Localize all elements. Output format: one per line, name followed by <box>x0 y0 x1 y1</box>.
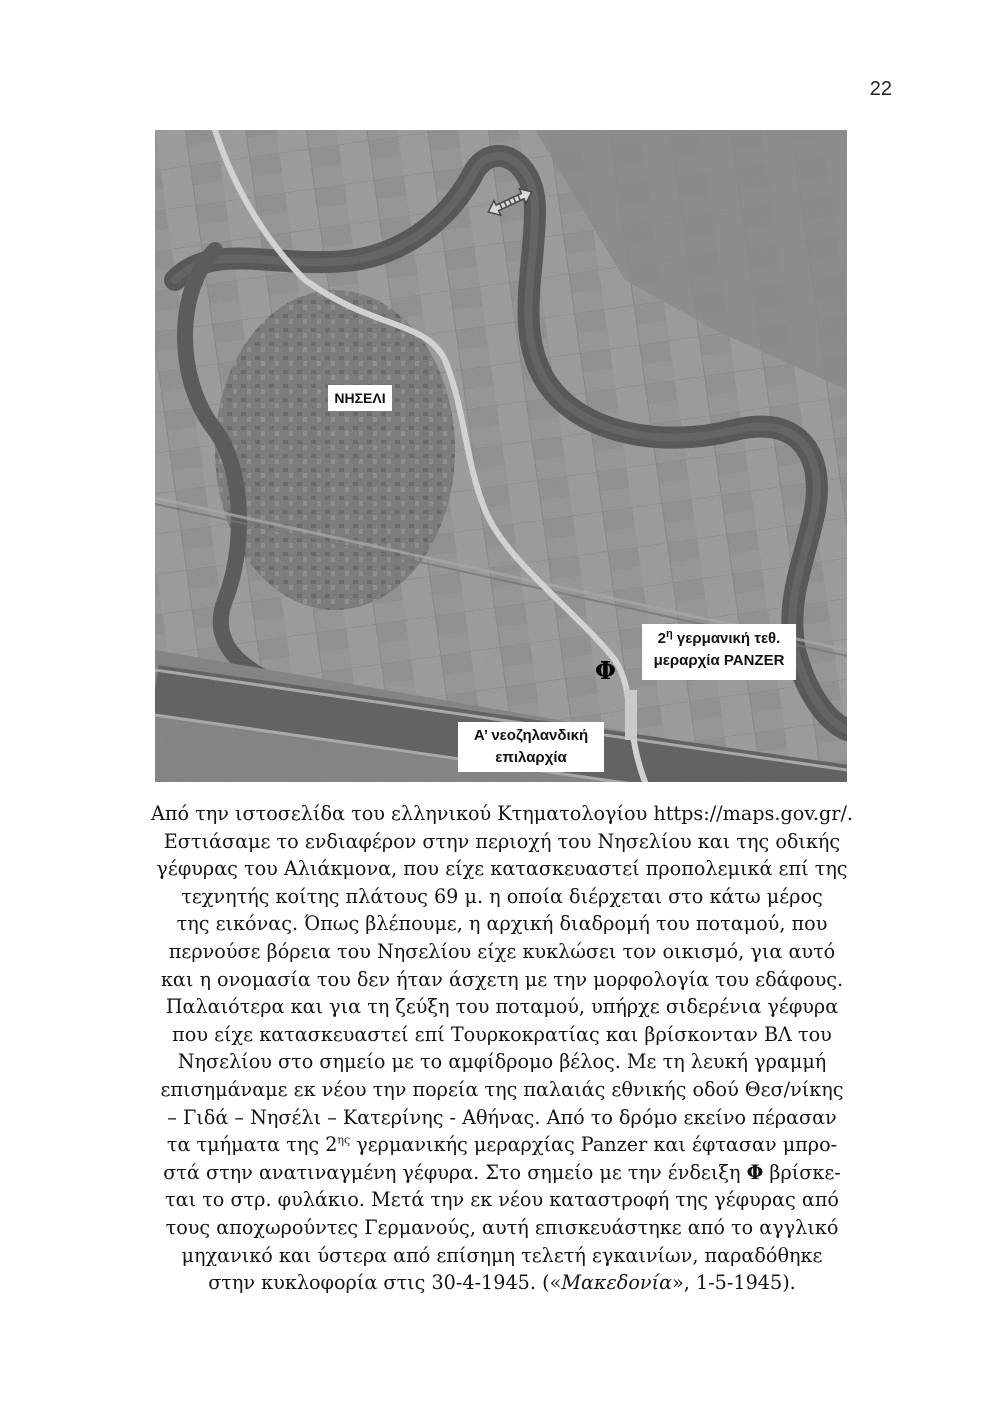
new-zealand-squadron-label <box>458 722 604 772</box>
caption-line: ται το στρ. φυλάκιο. Μετά την εκ νέου καταστροφή της γέφυρας από <box>165 1188 839 1212</box>
phi-inline: Φ <box>746 1160 764 1184</box>
caption-line: της εικόνας. Όπως βλέπουμε, η αρχική διαδρομή του ποταμού, που <box>176 912 828 936</box>
caption-line: Παλαιότερα και για τη ζεύξη του ποταμού, υπήρχε σιδερένια γέφυρα <box>165 995 839 1019</box>
caption-line: και η ονομασία του δεν ήταν άσχετη με την μορφολογία του εδάφους. <box>160 967 844 991</box>
village-label: ΝΗΣΕΛΙ <box>328 385 392 411</box>
panzer-label-line-1: $2^\eta$ γερμανική τεθ. <box>657 628 781 647</box>
page-number: 22 <box>869 78 892 100</box>
caption-line: τεχνητής κοίτης πλάτους 69 μ. η οποία διέρχεται στο κάτω μέρος <box>181 884 823 908</box>
panzer-label-line-2: μεραρχία PANZER <box>653 652 785 669</box>
caption-line: επισημάναμε εκ νέου την πορεία της παλαιάς εθνικής οδού Θεσ/νίκης <box>160 1077 844 1101</box>
aerial-photo-graphic <box>155 130 847 782</box>
caption-line: στά στην ανατιναγμένη γέφυρα. Στο σημείο με την ένδειξη Φ βρίσκε- <box>163 1160 841 1184</box>
caption-line: – Γιδά – Νησέλι – Κατερίνης - Αθήνας. Από το δρόμο εκείνο πέρασαν <box>167 1105 837 1129</box>
caption-line: Νησελίου στο σημείο με το αμφίδρομο βέλος. Με τη λευκή γραμμή <box>177 1050 827 1074</box>
aerial-photo <box>155 130 847 782</box>
nz-label-line-2: επιλαρχία <box>495 749 567 766</box>
photo-caption <box>112 800 892 1297</box>
caption-line: στην κυκλοφορία στις 30-4-1945. («Μακεδονία», 1-5-1945). <box>208 1271 796 1295</box>
newspaper-name: Μακεδονία <box>561 1271 673 1295</box>
caption-line: που είχε κατασκευαστεί επί Τουρκοκρατίας και βρίσκονταν ΒΛ του <box>172 1022 832 1046</box>
caption-line: περνούσε βόρεια του Νησελίου είχε κυκλώσει τον οικισμό, για αυτό <box>168 939 836 963</box>
caption-line: Από την ιστοσελίδα του ελληνικού Κτηματολογίου https://maps.gov.gr/. <box>150 802 854 825</box>
caption-line: μηχανικό και ύστερα από επίσημη τελετή εγκαινίων, παραδόθηκε <box>181 1243 823 1267</box>
caption-line: τα τμήματα της $2^{\eta\varsigma}$ γερμανικής μεραρχίας Panzer και έφτασαν μπρο- <box>166 1133 838 1157</box>
nz-label-line-1: Α’ νεοζηλανδική <box>473 727 589 744</box>
caption-line: τους αποχωρούντες Γερμανούς, αυτή επισκευάστηκε από το αγγλικό <box>165 1215 839 1239</box>
guard-post-marker: Φ <box>595 656 616 685</box>
caption-line: Εστιάσαμε το ενδιαφέρον στην περιοχή του Νησελίου και της οδικής <box>163 829 841 853</box>
panzer-division-label <box>642 624 796 680</box>
caption-line: γέφυρας του Αλιάκμονα, που είχε κατασκευαστεί προπολεμικά επί της <box>156 857 848 881</box>
